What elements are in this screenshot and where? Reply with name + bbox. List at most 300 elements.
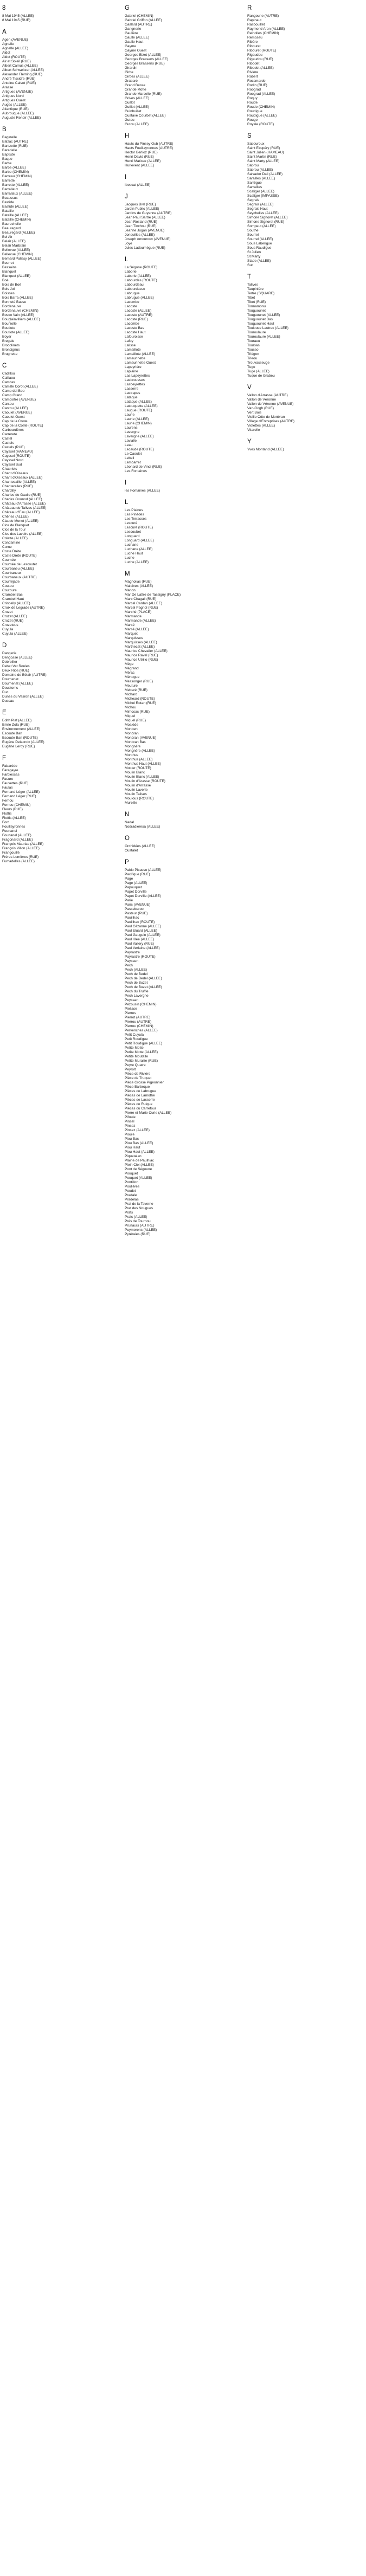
- street-name: Chardilly: [2, 489, 16, 493]
- street-name: Salvador Dali (ALLEE): [247, 172, 283, 176]
- street-name: Luche: [125, 556, 134, 560]
- street-name: Courbaneu (ALLEE): [2, 567, 34, 571]
- street-name: Colette (ALLEE): [2, 537, 28, 540]
- street-name: Las Lapeyrettes: [125, 374, 150, 378]
- street-name: Lamaurinette Ouest: [125, 361, 156, 365]
- street-name: St Julien: [247, 250, 261, 254]
- street-name: Pervenches (ALLEE): [125, 1029, 158, 1032]
- street-name: Fragonard (ALLEE): [2, 838, 33, 842]
- street-name: Mérac: [125, 671, 135, 675]
- street-name: Baptiste: [2, 153, 15, 157]
- street-name: Marché (PLACE): [125, 610, 152, 614]
- letter-group: [125, 570, 240, 805]
- street-name: Vallon de Véronne (AVENUE): [247, 402, 294, 406]
- street-name: Parie: [125, 899, 133, 902]
- street-name: Saint Exupéry (RUE): [247, 146, 280, 150]
- street-name: Pifoule: [125, 1115, 136, 1119]
- street-name: Agen (AVENUE): [2, 38, 28, 42]
- letter-group: [247, 438, 362, 452]
- street-name: Beauregard: [2, 227, 21, 230]
- street-name: Laplaine: [125, 370, 138, 373]
- street-name: François Villon (ALLEE): [2, 847, 40, 850]
- street-name: Laugue (ROUTE): [125, 409, 152, 412]
- street-name: Monbert: [125, 727, 138, 731]
- street-name: Micheard (ROUTE): [125, 697, 155, 701]
- street-name: Belair (ALLEE): [2, 240, 25, 243]
- street-name: Nodradieresa (ALLEE): [125, 825, 160, 829]
- street-name: Tuque de Grabeu: [247, 374, 275, 378]
- street-name: Laurie (ALLEE): [125, 417, 149, 421]
- street-name: Cayssel (ROUTE): [2, 454, 31, 458]
- street-name: Cayssel Sud: [2, 463, 22, 467]
- street-name: Monthus (ALLEE): [125, 758, 153, 761]
- street-name: Miquel: [125, 714, 136, 718]
- street-name: Bagatelle: [2, 135, 17, 139]
- street-name: Pont de Ségoune: [125, 1167, 152, 1171]
- street-name: Environnement (ALLEE): [2, 727, 41, 731]
- street-name: Toursas: [247, 344, 260, 347]
- street-name: Southe: [247, 229, 259, 233]
- street-name: Pech Lavergne: [125, 994, 149, 998]
- street-name: Lecaude (ROUTE): [125, 448, 154, 451]
- street-name: Pauillhac (ROUTE): [125, 920, 155, 924]
- street-name: Saint Martin (RUE): [247, 155, 277, 159]
- street-name: Bataille (ALLEE): [2, 214, 28, 217]
- street-name: Paris (AVENUE): [125, 903, 151, 907]
- street-name: Les Pinèdes: [125, 513, 144, 517]
- street-name: Cayssel Nord: [2, 459, 24, 462]
- street-name: Lamaillote: [125, 348, 141, 352]
- street-name: Marsé (ALLEE): [125, 628, 149, 631]
- street-name: Cadillou: [2, 372, 15, 376]
- letter-heading: G: [125, 5, 130, 11]
- street-name: Tonnamonu: [247, 305, 266, 308]
- street-list: [2, 14, 117, 23]
- street-list: [2, 135, 117, 357]
- letter-heading: P: [125, 859, 129, 866]
- street-name: Bastide (ALLEE): [2, 205, 29, 209]
- street-name: Sabouroux: [247, 142, 265, 146]
- street-name: Gaulle Haut: [125, 40, 144, 44]
- letter-heading: I: [125, 480, 127, 486]
- letter-heading: C: [2, 363, 7, 369]
- street-name: Chantecaille (ALLEE): [2, 480, 36, 484]
- street-name: Pierres: [125, 1011, 136, 1015]
- street-name: Peyssan: [125, 998, 138, 1002]
- street-name: Manon: [125, 589, 136, 592]
- street-name: Lapeyrière: [125, 365, 142, 369]
- street-name: Cournée de Lescoutet: [2, 563, 37, 566]
- street-name: Hurlevent (ALLEE): [125, 164, 155, 167]
- letter-heading: M: [125, 571, 130, 577]
- street-name: Scaliger (IMPASSE): [247, 194, 279, 198]
- street-name: Farbiessas: [2, 773, 20, 777]
- street-list: [2, 764, 117, 864]
- street-name: Labourdasse: [125, 287, 145, 291]
- street-name: Petite Murailie (RUE): [125, 1059, 158, 1063]
- street-name: Coutou: [2, 584, 14, 588]
- street-name: Les Terrasses: [125, 517, 147, 521]
- street-name: Doumenat (ALLEE): [2, 682, 33, 686]
- street-name: Segrais (ALLEE): [247, 203, 274, 206]
- street-name: Lavergne (ALLEE): [125, 435, 154, 438]
- street-name: Petit Roudigue: [125, 1037, 148, 1041]
- street-name: Gaulle (ALLEE): [125, 36, 150, 40]
- street-list: [247, 448, 362, 452]
- street-name: Bois de Boé: [2, 283, 22, 287]
- letter-group: [125, 132, 240, 168]
- street-name: Stade (ALLEE): [247, 259, 271, 263]
- street-list: [125, 844, 240, 853]
- street-name: Lafoy: [125, 339, 133, 343]
- street-list: [125, 266, 240, 474]
- street-name: Caoulet Ouest: [2, 415, 25, 419]
- letter-heading: A: [2, 29, 7, 35]
- street-name: Ibescat (ALLEE): [125, 183, 151, 187]
- street-name: Pinsez (ALLEE): [125, 1128, 150, 1132]
- street-name: Oustalet: [125, 849, 138, 853]
- street-name: Marmande (ALLEE): [125, 619, 156, 623]
- street-name: Simone Signoret (RUE): [247, 220, 284, 224]
- street-name: Debroilier: [2, 660, 17, 664]
- street-name: Monbran Bas: [125, 740, 146, 744]
- street-name: Fouillayronnes: [2, 825, 25, 829]
- street-name: Ribodet (ALLEE): [247, 66, 274, 70]
- street-name: Saint Marty (ALLEE): [247, 159, 280, 163]
- street-name: Ribouret (ROUTE): [247, 49, 277, 53]
- street-name: Tuge: [247, 365, 255, 369]
- street-name: Courbaneux (AUTRE): [2, 576, 37, 579]
- street-name: Doumenat: [2, 677, 18, 681]
- street-list: [247, 393, 362, 432]
- street-name: Barbe (ALLEE): [2, 166, 26, 170]
- street-name: Sabrou (ALLEE): [247, 168, 273, 172]
- street-name: Ribodet: [247, 62, 260, 66]
- street-list: [125, 489, 240, 493]
- letter-heading: V: [247, 384, 252, 391]
- street-name: Charles de Gaulle (RUE): [2, 493, 41, 497]
- street-name: Girardin: [125, 66, 138, 70]
- street-name: Lembarret: [125, 461, 141, 464]
- street-name: Labrugue (ALLEE): [125, 296, 154, 300]
- street-name: Blanquet (ALLEE): [2, 274, 31, 278]
- street-name: Tibet (RUE): [247, 300, 266, 304]
- street-name: Moulin Blanc (ALLEE): [125, 775, 159, 779]
- street-name: Remoseu: [247, 36, 262, 40]
- street-name: Piou Bas (ALLEE): [125, 1141, 153, 1145]
- street-name: Lasbeyrettes: [125, 383, 145, 386]
- street-name: Crozet (RUE): [2, 619, 24, 623]
- street-name: Prats: [125, 1211, 133, 1215]
- street-name: Dussau: [2, 699, 15, 703]
- street-name: Les Fontaines: [125, 469, 147, 473]
- street-name: Bel Air: [2, 235, 12, 239]
- street-name: St Marty: [247, 255, 261, 259]
- street-name: Lescoubet: [125, 530, 141, 534]
- street-name: Labourdeau: [125, 283, 144, 287]
- street-name: Touroulaure (ALLEE): [247, 335, 280, 339]
- street-name: Laborie: [125, 270, 137, 274]
- street-name: Royale (ROUTE): [247, 122, 274, 126]
- street-name: Marc Chagall (RUE): [125, 597, 157, 601]
- street-name: Boutiote (ALLEE): [2, 331, 30, 334]
- street-name: Longuard (ALLEE): [125, 539, 154, 543]
- street-name: Gabriel (CHEMIN): [125, 14, 153, 18]
- street-name: Barreau (CHEMIN): [2, 175, 32, 178]
- street-name: Poudet: [125, 1189, 136, 1193]
- street-name: Paul Cézanne (ALLEE): [125, 925, 162, 928]
- street-name: Marquisses (ALLEE): [125, 641, 157, 644]
- street-name: Luchane (ALLEE): [125, 547, 153, 551]
- letter-heading: J: [125, 193, 128, 200]
- street-name: Plein Ciel (ALLEE): [125, 1163, 154, 1167]
- street-name: Lacoste (ALLEE): [125, 309, 152, 313]
- street-name: Gayme Ouest: [125, 49, 147, 53]
- street-name: Rigaudou: [247, 53, 262, 57]
- street-name: Blanquet: [2, 270, 16, 274]
- letter-heading: L: [125, 499, 129, 506]
- street-name: Pacifique (RUE): [125, 873, 150, 876]
- street-name: Bordenauve: [2, 305, 22, 308]
- street-name: Roudigue: [247, 109, 262, 113]
- street-name: Laurens: [125, 426, 138, 430]
- street-name: Marsé: [125, 623, 135, 627]
- street-name: Suc: [247, 263, 254, 267]
- street-name: Cayssel (HAMEAU): [2, 450, 34, 454]
- street-name: Gayme: [125, 44, 136, 48]
- street-name: Rangoune (AUTRE): [247, 14, 279, 18]
- street-name: Hauts du Pinsey Oub (AUTRE): [125, 142, 174, 146]
- street-name: Labrugue: [125, 292, 140, 295]
- street-name: Camille Corot (ALLEE): [2, 385, 38, 389]
- street-name: Segrais Haut: [247, 207, 268, 211]
- street-name: Auges (ALLEE): [2, 103, 27, 107]
- street-name: Chabriols: [2, 467, 17, 471]
- street-name: Moulin d'Arrasse: [125, 784, 151, 787]
- street-name: Seychelles (ALLEE): [247, 211, 279, 215]
- street-name: Mureille: [125, 801, 137, 805]
- letter-group: [125, 499, 240, 565]
- street-name: Sabrou: [247, 164, 259, 167]
- street-name: Marcel Cardan (ALLEE): [125, 602, 162, 605]
- street-name: Beauregard (ALLEE): [2, 231, 35, 235]
- street-name: Beurret: [2, 261, 14, 265]
- street-name: Corne: [2, 545, 12, 549]
- street-name: Girbes (ALLEE): [125, 75, 150, 79]
- street-name: Lescuré: [125, 521, 138, 525]
- street-name: Laurie: [125, 413, 135, 417]
- street-name: Vitarelle: [247, 428, 260, 432]
- letter-group: [125, 835, 240, 853]
- street-name: Leau: [125, 443, 133, 447]
- letter-group: [2, 754, 117, 864]
- street-name: Ménogue: [125, 675, 140, 679]
- street-name: Pièce de Truquet: [125, 1076, 152, 1080]
- street-name: Coutoure: [2, 589, 17, 592]
- directory-column-1: [2, 4, 117, 869]
- letter-group: [2, 4, 117, 23]
- street-name: Moulous (ROUTE): [125, 797, 154, 800]
- street-name: Camp del Boo: [2, 389, 25, 393]
- street-name: Bois Joli: [2, 287, 16, 291]
- street-name: Prés de Tournou: [125, 1219, 151, 1223]
- street-name: Fourtanel: [2, 829, 17, 833]
- street-list: [2, 719, 117, 749]
- street-name: Pinsez: [125, 1124, 136, 1128]
- street-name: Mège: [125, 662, 134, 666]
- street-name: Piquetalan: [125, 1154, 142, 1158]
- street-name: Lamaillote (ALLEE): [125, 352, 155, 356]
- letter-group: [247, 4, 362, 127]
- street-name: Jean Rostand (RUE): [125, 220, 157, 224]
- street-name: Guinbuillet: [125, 109, 142, 113]
- street-name: Chênes (ALLEE): [2, 515, 29, 519]
- street-name: Broncignus: [2, 348, 20, 352]
- directory-column-2: [125, 4, 240, 1242]
- street-name: Aubrouque (ALLEE): [2, 112, 34, 115]
- street-name: Faragayre: [2, 769, 18, 772]
- street-name: Lacoste (RUE): [125, 318, 148, 321]
- street-name: Michou: [125, 706, 136, 709]
- street-list: [247, 283, 362, 378]
- street-name: Bellevue (ALLEE): [2, 248, 30, 252]
- street-name: Payrastre: [125, 951, 140, 954]
- street-name: Cournée: [2, 558, 16, 562]
- street-name: Flottis (ALLEE): [2, 816, 26, 820]
- street-name: Lalisse: [125, 344, 136, 347]
- street-name: Grande Marcelle (RUE): [125, 92, 162, 96]
- street-name: Campistre (AVENUE): [2, 398, 36, 402]
- street-name: Pouljéres: [125, 1185, 140, 1189]
- street-name: Caillaou: [2, 376, 15, 380]
- street-name: Camp Grand: [2, 393, 23, 397]
- street-name: Fernou (CHEMIN): [2, 803, 31, 807]
- street-name: Saint Julien (HAMEAU): [247, 151, 284, 154]
- street-name: Plaine de Paulhiac: [125, 1159, 154, 1163]
- street-name: Agnelle: [2, 42, 14, 46]
- street-name: Sarailles (ALLEE): [247, 177, 275, 180]
- street-name: Jardin Public (ALLEE): [125, 207, 159, 211]
- street-name: Baradelle: [2, 149, 17, 152]
- street-name: Fernand Léger (ALLEE): [2, 790, 40, 794]
- street-name: Monthus: [125, 753, 138, 757]
- street-name: Barbe (CHEMIN): [2, 170, 29, 174]
- street-name: Brocolinets: [2, 344, 20, 347]
- street-name: Magnolias (RUE): [125, 580, 152, 584]
- street-name: Laborie (ALLEE): [125, 274, 151, 278]
- street-list: [125, 868, 240, 1237]
- street-name: Flottis: [2, 812, 12, 816]
- street-name: Sarrègue: [247, 181, 262, 185]
- street-name: Clos de Blanquet: [2, 524, 29, 527]
- street-name: Gaulière: [125, 31, 138, 35]
- street-name: Georges Brassens (RUE): [125, 62, 165, 66]
- street-name: Hauts Fouillayronnes (AUTRE): [125, 146, 174, 150]
- street-name: Carrerete: [2, 432, 17, 436]
- street-name: Courbaneux: [2, 571, 22, 575]
- letter-heading: D: [2, 642, 7, 649]
- street-name: Les Plaines: [125, 508, 143, 512]
- street-name: Le Caoulet: [125, 452, 142, 456]
- street-name: Dengossé (ALLEE): [2, 656, 33, 660]
- letter-heading: H: [125, 133, 130, 139]
- street-name: Lamaurinette: [125, 357, 145, 360]
- street-name: Piellase: [125, 1007, 137, 1011]
- street-name: La Ségone (ROUTE): [125, 266, 158, 269]
- street-name: Bessains: [2, 266, 17, 269]
- street-name: Deux Rios (RUE): [2, 669, 29, 673]
- street-name: Gaillard (AUTRE): [125, 23, 152, 27]
- street-name: Papet Dorville: [125, 890, 147, 894]
- street-name: Barbe: [2, 162, 12, 165]
- street-name: Sous Raudigue: [247, 246, 272, 250]
- street-name: Mimosas (RUE): [125, 710, 150, 714]
- letter-group: [2, 28, 117, 120]
- street-name: Moulin d'Arasse (ROUTE): [125, 779, 165, 783]
- street-name: Pièces de Lasserre: [125, 1098, 155, 1102]
- street-name: Lacoste: [125, 305, 137, 308]
- street-name: Lavialle: [125, 439, 137, 443]
- street-name: Pièces de Lamothe: [125, 1094, 155, 1097]
- street-name: Pièces de Ruique: [125, 1102, 152, 1106]
- street-name: Charles Gounod (ALLEE): [2, 498, 42, 501]
- street-name: Pech: [125, 964, 133, 967]
- street-name: Henri David (RUE): [125, 155, 154, 159]
- street-name: Lacombe: [125, 300, 139, 304]
- street-name: Marcel Pagnol (RUE): [125, 606, 158, 610]
- street-name: Piou Haut (ALLEE): [125, 1150, 155, 1154]
- street-name: Tuge (ALLEE): [247, 370, 269, 373]
- street-name: Castels (RUE): [2, 446, 25, 449]
- street-name: Pierrot (AUTRE): [125, 1016, 151, 1019]
- street-name: Van-Gogh (RUE): [247, 406, 274, 410]
- street-name: Roude (CHEMIN): [247, 105, 275, 109]
- street-name: Monbran (AVENUE): [125, 736, 157, 740]
- street-list: [125, 142, 240, 168]
- street-name: 8 Mai 1945 (ALLEE): [2, 14, 34, 18]
- street-name: Crambel Haut: [2, 597, 24, 601]
- street-list: [2, 38, 117, 120]
- street-name: Vieille Côte de Monbran: [247, 415, 285, 419]
- street-name: Bataille: [2, 209, 14, 213]
- street-name: Rodin (RUE): [247, 83, 267, 87]
- street-name: Pontillon: [125, 1180, 138, 1184]
- street-name: Sourrel (ALLEE): [247, 237, 273, 241]
- letter-group: [125, 193, 240, 250]
- street-name: Pierrou (AUTRE): [125, 1020, 152, 1024]
- letter-heading: R: [247, 5, 252, 11]
- street-name: Bouniolle: [2, 322, 17, 326]
- street-name: Cap de la Coste: [2, 419, 28, 423]
- street-name: Lafouroisse: [125, 335, 143, 339]
- street-name: Barrette (ALLEE): [2, 183, 29, 187]
- street-name: Escoute Ban: [2, 732, 22, 735]
- street-name: Barrette: [2, 179, 15, 183]
- street-name: Dunes du Vesron (ALLEE): [2, 695, 44, 699]
- street-name: Pièce de Rivière: [125, 1072, 151, 1076]
- street-name: Prats (ALLEE): [125, 1215, 147, 1219]
- street-name: Claude Monet (ALLEE): [2, 519, 38, 523]
- street-name: Pouquet: [125, 1172, 138, 1176]
- street-name: Clos des Lavoirs (ALLEE): [2, 532, 43, 536]
- street-name: Brugnette: [2, 352, 18, 356]
- street-name: Yves Montand (ALLEE): [247, 448, 284, 451]
- letter-group: [2, 642, 117, 703]
- street-name: Gutou (ALLEE): [125, 122, 149, 126]
- street-name: Laurie (CHEMIN): [125, 422, 152, 425]
- street-name: Lasserre: [125, 387, 139, 391]
- street-name: Eugène Delacroix (ALLEE): [2, 740, 44, 744]
